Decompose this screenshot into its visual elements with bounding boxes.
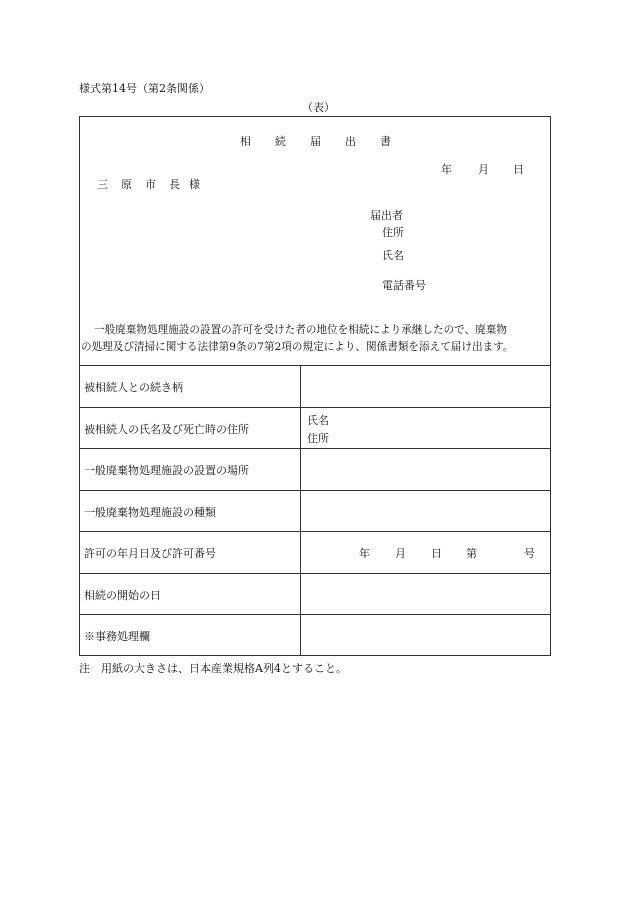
- permit-month-label: 月: [395, 547, 406, 560]
- table-column-divider: [300, 365, 301, 656]
- applicant-address-label: 住所: [382, 226, 404, 239]
- table-divider: [79, 614, 551, 615]
- date-month-label: 月: [478, 163, 489, 176]
- title-char: 続: [275, 135, 286, 148]
- title-char: 出: [345, 135, 356, 148]
- permit-day-label: 日: [431, 547, 442, 560]
- date-day-label: 日: [513, 163, 524, 176]
- table-divider: [79, 365, 551, 366]
- row-label-permit-info: 許可の年月日及び許可番号: [84, 547, 216, 560]
- table-divider: [79, 407, 551, 408]
- deceased-name-label: 氏名: [307, 414, 329, 427]
- permit-number-prefix: 第: [466, 547, 477, 560]
- table-divider: [79, 531, 551, 532]
- side-label: （表）: [302, 101, 335, 114]
- title-char: 書: [380, 135, 391, 148]
- table-divider: [79, 573, 551, 574]
- paper-size-note: 注 用紙の大きさは、日本産業規格A列4とすること。: [79, 662, 347, 675]
- addressee-char: 三: [97, 178, 108, 191]
- statement-line-1: 一般廃棄物処理施設の設置の許可を受けた者の地位を相続により承継したので、廃棄物: [94, 324, 507, 336]
- permit-year-label: 年: [359, 547, 370, 560]
- statement-line-2: の処理及び清掃に関する法律第9条の7第2項の規定により、関係書類を添えて届け出ます。: [81, 341, 514, 353]
- addressee-char: 市: [145, 178, 156, 191]
- row-label-relationship: 被相続人との続き柄: [84, 381, 183, 394]
- row-label-deceased-info: 被相続人の氏名及び死亡時の住所: [84, 423, 249, 436]
- permit-number-suffix: 号: [524, 547, 535, 560]
- row-label-facility-type: 一般廃棄物処理施設の種類: [84, 506, 216, 519]
- addressee-char: 原: [121, 178, 132, 191]
- title-char: 相: [240, 135, 251, 148]
- addressee-char: 長: [169, 178, 180, 191]
- table-divider: [79, 448, 551, 449]
- applicant-name-label: 氏名: [382, 249, 404, 262]
- form-number: 様式第14号（第2条関係）: [79, 82, 210, 95]
- row-label-inheritance-start: 相続の開始の日: [84, 589, 161, 602]
- applicant-label: 届出者: [370, 209, 403, 222]
- date-year-label: 年: [441, 163, 452, 176]
- row-label-office-use: ※事務処理欄: [84, 630, 150, 643]
- addressee-char: 様: [189, 178, 200, 191]
- title-char: 届: [310, 135, 321, 148]
- applicant-phone-label: 電話番号: [382, 279, 426, 292]
- row-label-facility-location: 一般廃棄物処理施設の設置の場所: [84, 464, 249, 477]
- deceased-address-label: 住所: [307, 432, 329, 445]
- table-divider: [79, 490, 551, 491]
